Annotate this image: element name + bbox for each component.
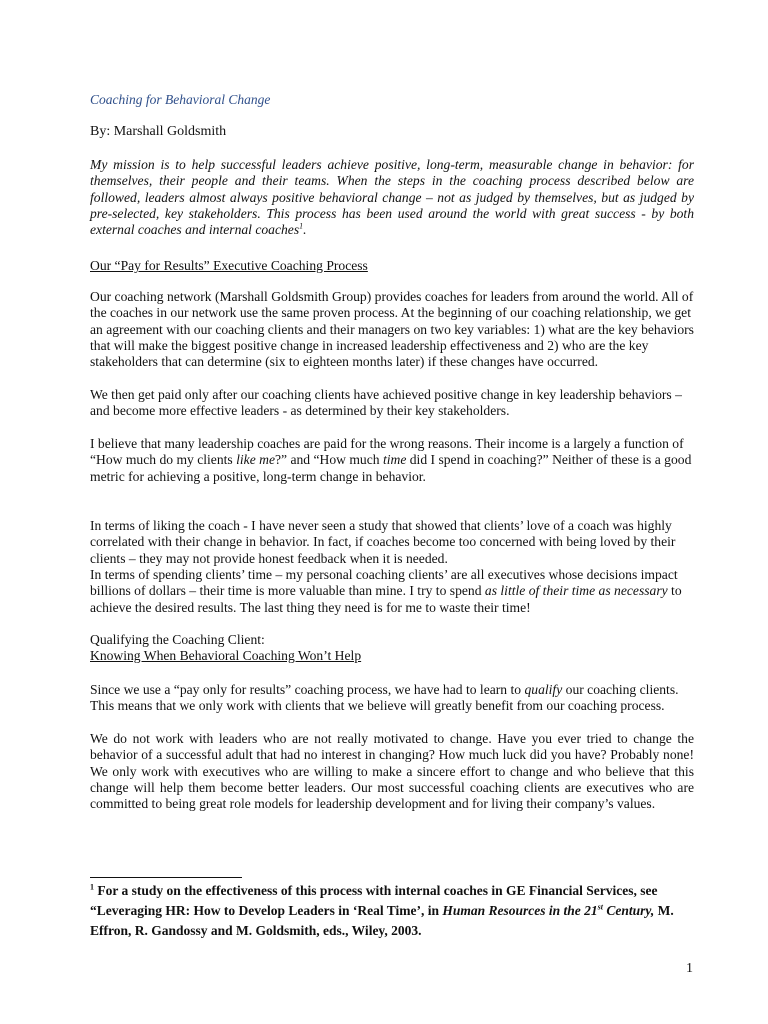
footnote: $^1$ For a study on the effectiveness of this process with internal coaches in GE Financial Services, see “Leveraging HR: How to Develop Leaders in ‘Real Time’, in Human Resources in the 21st Century, M. Effron, R. Gandossy and M. Goldsmith, eds., Wiley, 2003.	[90, 882, 674, 938]
mission-end: .	[303, 222, 307, 238]
footnote-reference[interactable]: 1	[299, 221, 304, 231]
paragraph-coaching-network: Our coaching network (Marshall Goldsmith Group) provides coaches for leaders from around the world. All of the coaches in our network use the same proven process. At the beginning of our coaching relationship, we get an agreement with our coaching clients and their managers on two key variables: 1) what are the key behaviors that will make the biggest positive change in increased leadership effectiveness and 2) who are the key stakeholders that can determine (six to eighteen months later) if these changes have occurred.	[90, 289, 694, 370]
paragraph-liking-the-coach: In terms of liking the coach - I have never seen a study that showed that clients’ love of a coach was highly correlated with their change in behavior. In fact, if coaches become too concerned with being loved by their clients – they may not provide honest feedback when it is needed.	[90, 518, 676, 566]
document-title: Coaching for Behavioral Change	[90, 92, 271, 107]
paragraph-paid-after-change: We then get paid only after our coaching clients have achieved positive change in key leadership behaviors – and become more effective leaders - as determined by their key stakeholders.	[90, 387, 682, 419]
mission-statement	[90, 157, 694, 238]
footnote-mark: 1	[90, 882, 94, 892]
paragraph-wrong-reasons: I believe that many leadership coaches are paid for the wrong reasons. Their income is a largely a function of “How much do my clients like me?” and “How much time did I spend in coaching?” Neither of these is a good metric for achieving a positive, long-term change in behavior.	[90, 436, 692, 484]
mission-text: My mission is to help successful leaders achieve positive, long-term, measurable change in behavior: for themselves, their people and their teams. When the steps in the coaching process described below are followed, leaders almost always positive behavioral change – not as judged by themselves, but as judged by pre-selected, key stakeholders. This process has been used around the world with great success - by both external coaches and internal coaches	[90, 157, 694, 238]
author-byline: By: Marshall Goldsmith	[90, 124, 227, 139]
footnote-separator	[90, 877, 242, 878]
paragraph-spending-time: In terms of spending clients’ time – my personal coaching clients’ are all executives whose decisions impact billions of dollars – their time is more valuable than mine. I try to spend as little of their time as necessary to achieve the desired results. The last thing they need is for me to waste their time!	[90, 567, 682, 615]
section-heading-pay-for-results: Our “Pay for Results” Executive Coaching Process	[90, 258, 368, 273]
paragraph-motivated-to-change: We do not work with leaders who are not really motivated to change. Have you ever tried to change the behavior of a successful adult that had no interest in changing? How much luck did you have? Probably none! We only work with executives who are willing to make a sincere effort to change and who believe that this change will help them become better leaders. Our most successful coaching clients are executives who are committed to being great role models for leadership development and for living their company’s values.	[90, 731, 694, 812]
paragraph-qualify-clients: Since we use a “pay only for results” coaching process, we have had to learn to qualify our coaching clients. This means that we only work with clients that we believe will greatly benefit from our coaching process.	[90, 682, 679, 714]
section-subheading-when-coaching-wont-help: Knowing When Behavioral Coaching Won’t Help	[90, 648, 362, 663]
section-heading-qualifying: Qualifying the Coaching Client:	[90, 632, 265, 647]
page-number: 1	[686, 961, 693, 976]
